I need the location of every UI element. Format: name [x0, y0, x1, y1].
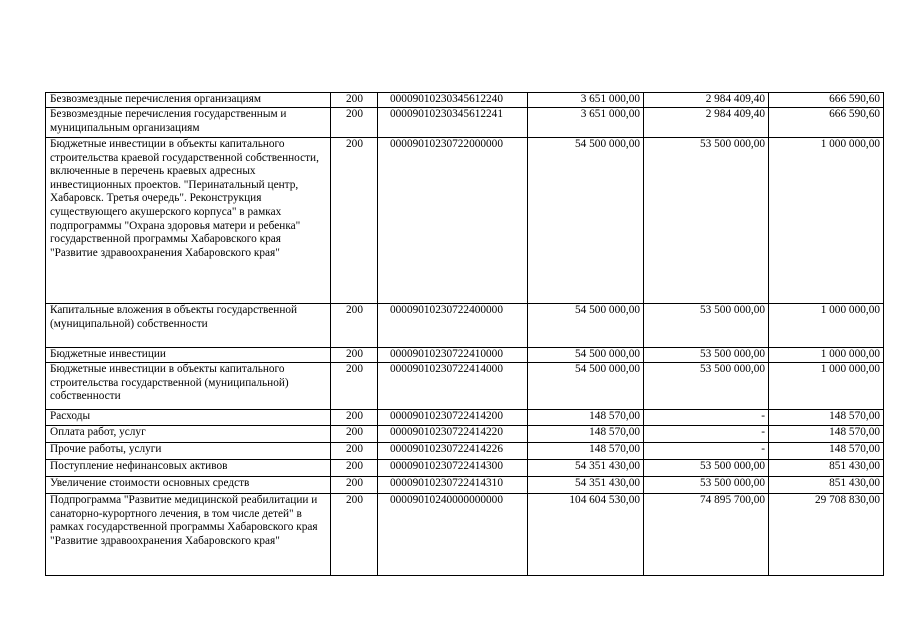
row-name-cell: Поступление нефинансовых активов — [46, 460, 331, 477]
budget-execution-table — [45, 92, 884, 576]
row-approved-cell: 3 651 000,00 — [528, 93, 644, 108]
row-executed-cell: 53 500 000,00 — [644, 460, 769, 477]
row-code-cell: 200 — [331, 410, 378, 426]
row-kbk-cell: 00009010230722414000 — [378, 363, 528, 410]
row-remaining-cell: 666 590,60 — [769, 108, 884, 138]
row-executed-cell: 53 500 000,00 — [644, 348, 769, 363]
row-code-cell: 200 — [331, 494, 378, 576]
table-row — [46, 138, 884, 304]
row-code-cell: 200 — [331, 477, 378, 494]
table-row — [46, 494, 884, 576]
table-row — [46, 460, 884, 477]
row-name-cell: Подпрограмма "Развитие медицинской реабилитации и санаторно-курортного лечения, в том числе детей" в рамках государственной программы Хабаровского края "Развитие здравоохранения Хабаровского края" — [46, 494, 331, 576]
row-code-cell: 200 — [331, 460, 378, 477]
table-row — [46, 348, 884, 363]
row-code-cell: 200 — [331, 138, 378, 304]
row-executed-cell: 53 500 000,00 — [644, 304, 769, 348]
row-approved-cell: 54 351 430,00 — [528, 460, 644, 477]
row-code-cell: 200 — [331, 93, 378, 108]
row-kbk-cell: 00009010230722414200 — [378, 410, 528, 426]
row-remaining-cell: 666 590,60 — [769, 93, 884, 108]
row-name-cell: Бюджетные инвестиции — [46, 348, 331, 363]
row-approved-cell: 54 351 430,00 — [528, 477, 644, 494]
row-name-cell: Оплата работ, услуг — [46, 426, 331, 443]
table-row — [46, 443, 884, 460]
row-code-cell: 200 — [331, 443, 378, 460]
row-executed-cell: - — [644, 426, 769, 443]
row-name-cell: Капитальные вложения в объекты государственной (муниципальной) собственности — [46, 304, 331, 348]
row-remaining-cell: 148 570,00 — [769, 410, 884, 426]
row-kbk-cell: 00009010230722400000 — [378, 304, 528, 348]
row-executed-cell: 74 895 700,00 — [644, 494, 769, 576]
table-row — [46, 426, 884, 443]
row-approved-cell: 54 500 000,00 — [528, 363, 644, 410]
row-kbk-cell: 00009010240000000000 — [378, 494, 528, 576]
row-remaining-cell: 148 570,00 — [769, 426, 884, 443]
row-executed-cell: - — [644, 443, 769, 460]
row-remaining-cell: 851 430,00 — [769, 477, 884, 494]
table-row — [46, 410, 884, 426]
row-approved-cell: 54 500 000,00 — [528, 348, 644, 363]
table-row — [46, 108, 884, 138]
row-name-cell: Безвозмездные перечисления государственным и муниципальным организациям — [46, 108, 331, 138]
row-approved-cell: 148 570,00 — [528, 443, 644, 460]
row-name-cell: Бюджетные инвестиции в объекты капитального строительства краевой государственной собственности, включенные в перечень краевых адресных инвестиционных проектов. "Перинатальный центр, Хабаровск. Третья очередь". Реконструкция существующего акушерского корпуса" в рамках подпрограммы "Охрана здоровья матери и ребенка" государственной программы Хабаровского края "Развитие здравоохранения Хабаровского края" — [46, 138, 331, 304]
row-approved-cell: 54 500 000,00 — [528, 138, 644, 304]
row-executed-cell: 53 500 000,00 — [644, 138, 769, 304]
row-remaining-cell: 29 708 830,00 — [769, 494, 884, 576]
row-code-cell: 200 — [331, 363, 378, 410]
row-remaining-cell: 1 000 000,00 — [769, 363, 884, 410]
row-name-cell: Бюджетные инвестиции в объекты капитального строительства государственной (муниципальной) собственности — [46, 363, 331, 410]
row-remaining-cell: 1 000 000,00 — [769, 138, 884, 304]
row-kbk-cell: 00009010230345612240 — [378, 93, 528, 108]
row-executed-cell: 2 984 409,40 — [644, 93, 769, 108]
row-code-cell: 200 — [331, 348, 378, 363]
table-row — [46, 477, 884, 494]
row-executed-cell: 53 500 000,00 — [644, 477, 769, 494]
row-kbk-cell: 00009010230345612241 — [378, 108, 528, 138]
row-executed-cell: 2 984 409,40 — [644, 108, 769, 138]
table-row — [46, 363, 884, 410]
row-executed-cell: 53 500 000,00 — [644, 363, 769, 410]
row-code-cell: 200 — [331, 426, 378, 443]
row-approved-cell: 148 570,00 — [528, 426, 644, 443]
row-approved-cell: 54 500 000,00 — [528, 304, 644, 348]
row-approved-cell: 3 651 000,00 — [528, 108, 644, 138]
table-row — [46, 304, 884, 348]
row-approved-cell: 148 570,00 — [528, 410, 644, 426]
row-name-cell: Безвозмездные перечисления организациям — [46, 93, 331, 108]
row-code-cell: 200 — [331, 304, 378, 348]
row-executed-cell: - — [644, 410, 769, 426]
row-name-cell: Прочие работы, услуги — [46, 443, 331, 460]
row-name-cell: Расходы — [46, 410, 331, 426]
row-kbk-cell: 00009010230722414310 — [378, 477, 528, 494]
row-kbk-cell: 00009010230722414300 — [378, 460, 528, 477]
row-remaining-cell: 851 430,00 — [769, 460, 884, 477]
row-remaining-cell: 1 000 000,00 — [769, 304, 884, 348]
row-remaining-cell: 1 000 000,00 — [769, 348, 884, 363]
row-kbk-cell: 00009010230722410000 — [378, 348, 528, 363]
table-row — [46, 93, 884, 108]
row-kbk-cell: 00009010230722414220 — [378, 426, 528, 443]
row-name-cell: Увеличение стоимости основных средств — [46, 477, 331, 494]
row-remaining-cell: 148 570,00 — [769, 443, 884, 460]
row-kbk-cell: 00009010230722414226 — [378, 443, 528, 460]
row-approved-cell: 104 604 530,00 — [528, 494, 644, 576]
row-code-cell: 200 — [331, 108, 378, 138]
row-kbk-cell: 00009010230722000000 — [378, 138, 528, 304]
